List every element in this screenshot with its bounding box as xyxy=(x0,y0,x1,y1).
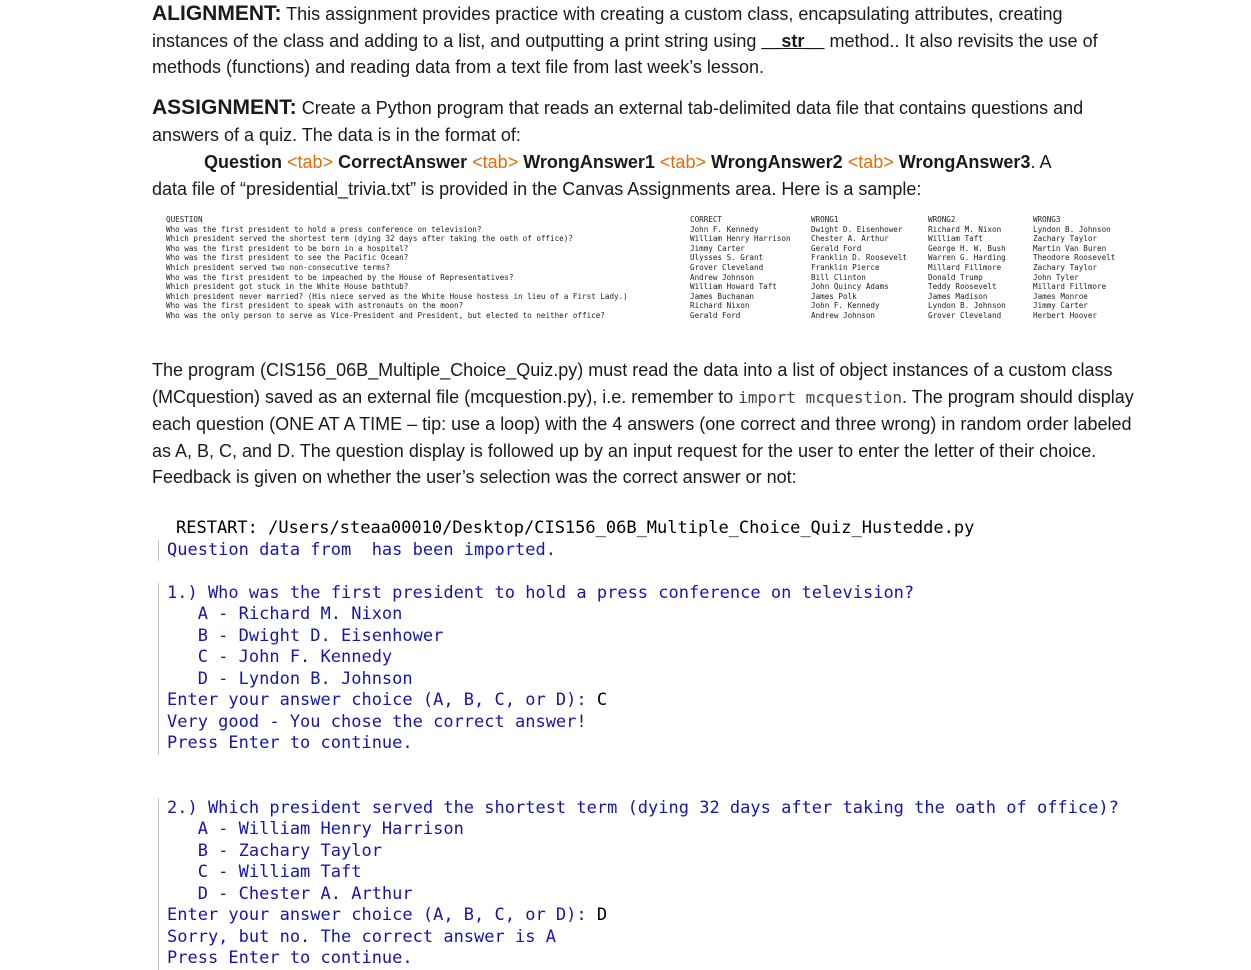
format-tab-3: <tab> xyxy=(659,152,706,172)
table-cell: John Tyler xyxy=(1033,272,1079,282)
sample-data-table xyxy=(166,215,1119,321)
program-paragraph xyxy=(152,357,1142,491)
table-cell: John Quincy Adams xyxy=(811,282,889,292)
table-cell: Which president served two non-consecutive terms? xyxy=(166,262,391,272)
console-option: A - William Henry Harrison xyxy=(158,819,1148,841)
table-cell: James Polk xyxy=(811,291,857,301)
alignment-text-before: This assignment provides practice with creating a custom class, encapsulating attributes, creating instances of the class and adding to a list, and outputting a print string using xyxy=(152,4,1063,51)
table-cell: Gerald Ford xyxy=(690,310,741,320)
console-user-answer: D xyxy=(596,905,608,925)
table-header-row xyxy=(166,215,1119,225)
table-cell: Andrew Johnson xyxy=(811,310,876,320)
table-cell: Which president got stuck in the White House bathtub? xyxy=(166,282,409,292)
table-cell: Who was the first president to be born in a hospital? xyxy=(166,243,409,253)
table-cell: Donald Trump xyxy=(928,272,983,282)
table-cell: Theodore Roosevelt xyxy=(1033,253,1116,263)
table-row xyxy=(166,282,1119,292)
format-wrong2: WrongAnswer2 xyxy=(710,152,843,172)
table-row xyxy=(166,311,1119,321)
table-cell: John F. Kennedy xyxy=(690,224,759,234)
alignment-paragraph xyxy=(152,1,1142,81)
table-cell: Andrew Johnson xyxy=(690,272,755,282)
console-option: A - Richard M. Nixon xyxy=(158,604,1148,626)
console-feedback: Very good - You chose the correct answer! xyxy=(158,712,1148,734)
table-cell: Richard M. Nixon xyxy=(928,224,1002,234)
table-cell: Who was the first president to see the Pacific Ocean? xyxy=(166,253,409,263)
console-imported-line: Question data from has been imported. xyxy=(158,540,1148,562)
format-wrong1: WrongAnswer1 xyxy=(523,152,655,172)
table-cell: Grover Cleveland xyxy=(690,262,764,272)
console-gap xyxy=(158,776,1148,798)
console-question-title: 1.) Who was the first president to hold a press conference on television? xyxy=(158,583,1148,605)
program-text-before: The program (CIS156_06B_Multiple_Choice_Quiz.py) must read the data into a list of object instances of a custom class (MCquestion) saved as an external file (mcquestion.py), i.e. remember to xyxy=(152,360,1113,407)
table-cell: Who was the first president to be impeached by the House of Representatives? xyxy=(166,272,514,282)
header-correct: CORRECT xyxy=(690,215,723,224)
table-cell: James Buchanan xyxy=(690,291,755,301)
table-cell: Zachary Taylor xyxy=(1033,234,1098,244)
import-code: import mcquestion xyxy=(738,387,903,407)
format-tail: . A xyxy=(1030,152,1052,172)
table-row xyxy=(166,244,1119,254)
table-cell: Lyndon B. Johnson xyxy=(1033,224,1111,234)
table-cell: Zachary Taylor xyxy=(1033,262,1098,272)
table-cell: William Taft xyxy=(928,234,983,244)
program-text-after: . The program should display each question (ONE AT A TIME – tip: use a loop) with the 4 answers (one correct and three wrong) in random order labeled as A, B, C, and D. The question display is followed up by an input request for the user to enter the letter of their choice. Feedback is given on whether the user’s selection was the correct answer or not: xyxy=(152,386,1134,487)
table-cell: Franklin Pierce xyxy=(811,262,880,272)
table-cell: Herbert Hoover xyxy=(1033,310,1098,320)
header-wrong3: WRONG3 xyxy=(1033,215,1061,224)
console-prompt: Enter your answer choice (A, B, C, or D): xyxy=(167,690,597,710)
alignment-label: ALIGNMENT: xyxy=(152,2,282,25)
header-question: QUESTION xyxy=(166,215,203,224)
console-user-answer: C xyxy=(596,690,608,710)
table-cell: Jimmy Carter xyxy=(690,243,745,253)
data-file-text: data file of “presidential_trivia.txt” is provided in the Canvas Assignments area. Here is a sample: xyxy=(152,179,922,199)
table-cell: Who was the only person to serve as Vice-President and President, but elected to neither office? xyxy=(166,310,605,320)
table-cell: James Monroe xyxy=(1033,291,1088,301)
table-cell: Lyndon B. Johnson xyxy=(928,301,1006,311)
table-cell: Which president never married? (His niece served as the White House hostess in lieu of a First Lady.) xyxy=(166,291,628,301)
alignment-text-after: method.. It also revisits the use of methods (functions) and reading data from a text file from last week’s lesson. xyxy=(152,30,1098,77)
table-cell: Who was the first president to hold a press conference on television? xyxy=(166,224,482,234)
table-cell: Teddy Roosevelt xyxy=(928,282,997,292)
console-option: C - John F. Kennedy xyxy=(158,647,1148,669)
table-row xyxy=(166,225,1119,235)
table-cell: Gerald Ford xyxy=(811,243,862,253)
assignment-paragraph xyxy=(152,95,1142,148)
console-prompt-line xyxy=(158,905,1148,927)
console-gap xyxy=(158,755,1148,777)
console-continue: Press Enter to continue. xyxy=(158,948,1148,970)
table-cell: Ulysses S. Grant xyxy=(690,253,764,263)
console-option: B - Dwight D. Eisenhower xyxy=(158,626,1148,648)
console-option: B - Zachary Taylor xyxy=(158,841,1148,863)
header-wrong2: WRONG2 xyxy=(928,215,956,224)
format-wrong3: WrongAnswer3 xyxy=(898,152,1031,172)
table-row xyxy=(166,253,1119,263)
table-cell: James Madison xyxy=(928,291,988,301)
table-cell: Martin Van Buren xyxy=(1033,243,1107,253)
data-file-line xyxy=(152,176,1142,203)
table-cell: Jimmy Carter xyxy=(1033,301,1088,311)
format-correct: CorrectAnswer xyxy=(338,152,468,172)
table-cell: Bill Clinton xyxy=(811,272,866,282)
table-cell: John F. Kennedy xyxy=(811,301,880,311)
table-cell: Chester A. Arthur xyxy=(811,234,889,244)
format-tab-4: <tab> xyxy=(847,152,894,172)
table-cell: Which president served the shortest term (dying 32 days after taking the oath of office)? xyxy=(166,234,573,244)
console-feedback: Sorry, but no. The correct answer is A xyxy=(158,927,1148,949)
console-option: C - William Taft xyxy=(158,862,1148,884)
table-cell: Grover Cleveland xyxy=(928,310,1002,320)
console-output xyxy=(158,518,1148,970)
console-prompt-line xyxy=(158,690,1148,712)
table-cell: Millard Fillmore xyxy=(928,262,1002,272)
table-cell: Warren G. Harding xyxy=(928,253,1006,263)
console-prompt: Enter your answer choice (A, B, C, or D): xyxy=(167,905,597,925)
str-method: __str__ xyxy=(761,30,825,51)
console-restart-line: RESTART: /Users/steaa00010/Desktop/CIS156_06B_Multiple_Choice_Quiz_Hustedde.py xyxy=(176,518,975,538)
format-question: Question xyxy=(204,152,283,172)
table-row xyxy=(166,292,1119,302)
table-row xyxy=(166,273,1119,283)
table-cell: Richard Nixon xyxy=(690,301,750,311)
table-body xyxy=(166,225,1119,321)
format-tab-1: <tab> xyxy=(287,152,334,172)
data-format-line xyxy=(152,149,1144,176)
table-cell: Who was the first president to speak with astronauts on the moon? xyxy=(166,301,464,311)
table-row xyxy=(166,234,1119,244)
table-cell: Franklin D. Roosevelt xyxy=(811,253,908,263)
table-cell: William Henry Harrison xyxy=(690,234,791,244)
table-row xyxy=(166,263,1119,273)
format-tab-2: <tab> xyxy=(472,152,519,172)
assignment-label: ASSIGNMENT: xyxy=(152,96,297,119)
table-cell: Dwight D. Eisenhower xyxy=(811,224,903,234)
table-cell: George H. W. Bush xyxy=(928,243,1006,253)
console-question-title: 2.) Which president served the shortest term (dying 32 days after taking the oath of office)? xyxy=(158,798,1148,820)
console-gap xyxy=(158,561,1148,583)
header-wrong1: WRONG1 xyxy=(811,215,839,224)
table-cell: Millard Fillmore xyxy=(1033,282,1107,292)
table-cell: William Howard Taft xyxy=(690,282,777,292)
console-option: D - Chester A. Arthur xyxy=(158,884,1148,906)
console-continue: Press Enter to continue. xyxy=(158,733,1148,755)
assignment-text: Create a Python program that reads an external tab-delimited data file that contains questions and answers of a quiz. The data is in the format of: xyxy=(152,98,1084,145)
table-row xyxy=(166,301,1119,311)
console-option: D - Lyndon B. Johnson xyxy=(158,669,1148,691)
